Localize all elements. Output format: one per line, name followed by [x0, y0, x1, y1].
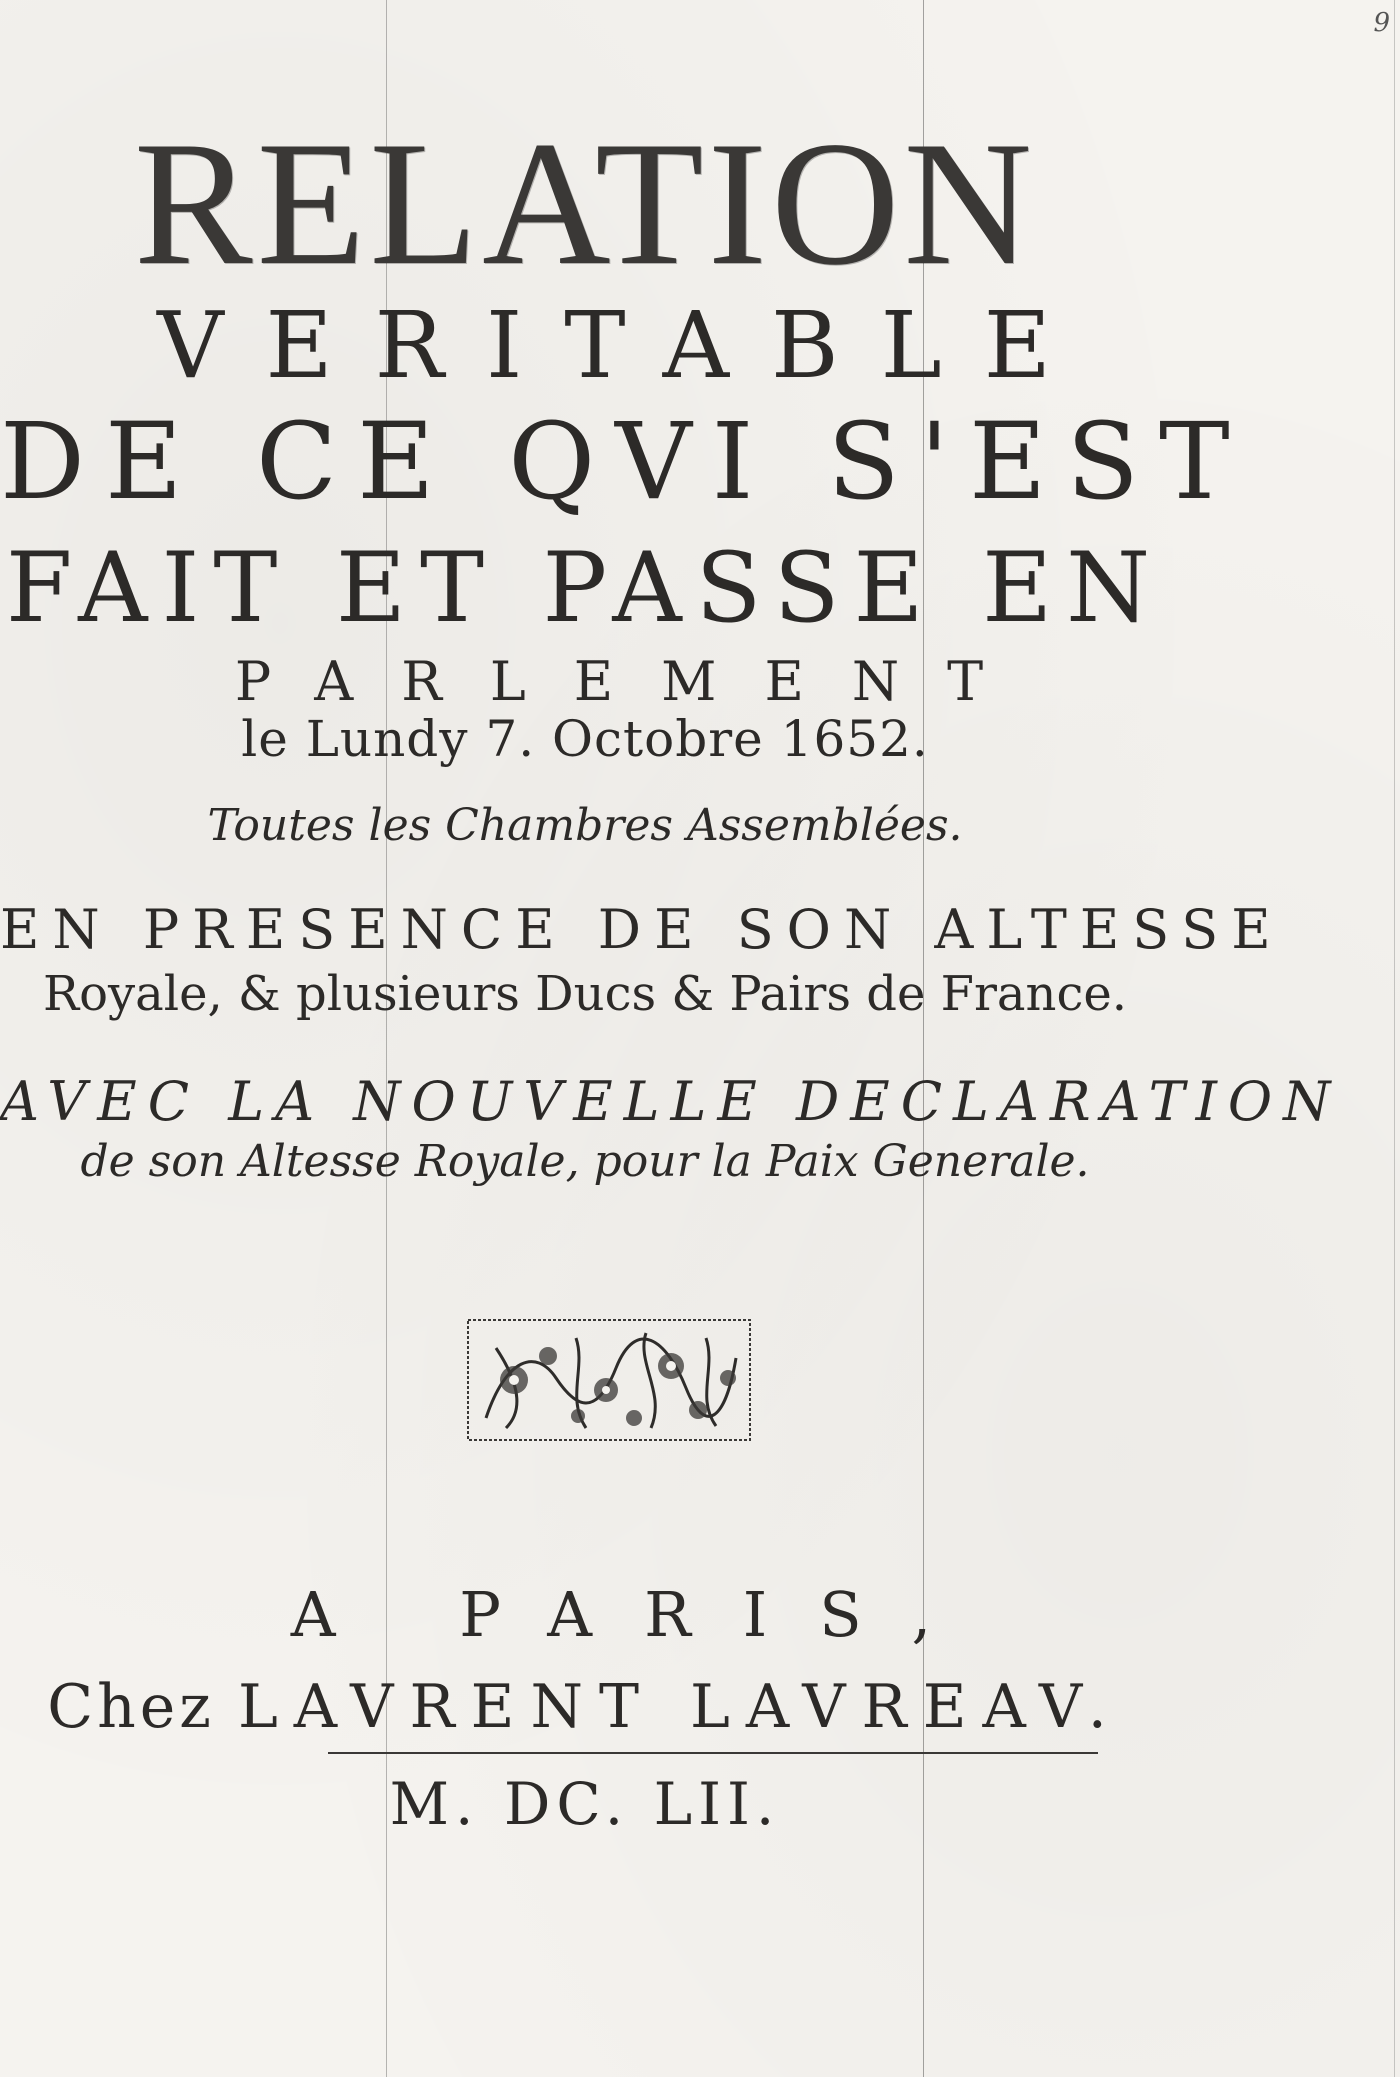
- subtitle-de-ce-qui: DE CE QVI S'EST: [0, 400, 1250, 523]
- imprint-year: M. DC. LII.: [389, 1770, 781, 1838]
- printers-ornament-icon: [466, 1318, 752, 1442]
- imprint-rule: [328, 1752, 1098, 1754]
- royale-line: Royale, & plusieurs Ducs & Pairs de France.: [43, 966, 1127, 1022]
- chambres-line: Toutes les Chambres Assemblées.: [207, 800, 963, 851]
- date-line: le Lundy 7. Octobre 1652.: [241, 710, 929, 768]
- subtitle-fait-et-passe: FAIT ET PASSE EN: [5, 532, 1165, 644]
- page-number-mark: 9: [1373, 8, 1390, 38]
- declaration-line: de son Altesse Royale, pour la Paix Generale.: [80, 1136, 1090, 1187]
- subtitle-parlement: PARLEMENT: [234, 650, 1032, 713]
- fold-line-right: [1394, 0, 1395, 2077]
- presence-line: EN PRESENCE DE SON ALTESSE: [0, 898, 1284, 961]
- imprint-printer-name: LAVRENT LAVREAV.: [237, 1672, 1123, 1742]
- avec-line: AVEC LA NOUVELLE DECLARATION: [0, 1070, 1342, 1133]
- imprint-chez: Chez: [47, 1672, 215, 1742]
- title-relation: RELATION: [133, 104, 1037, 302]
- imprint-city: A PARIS,: [290, 1578, 984, 1651]
- imprint-printer-line: [0, 1672, 1170, 1742]
- subtitle-veritable: VERITABLE: [157, 292, 1093, 399]
